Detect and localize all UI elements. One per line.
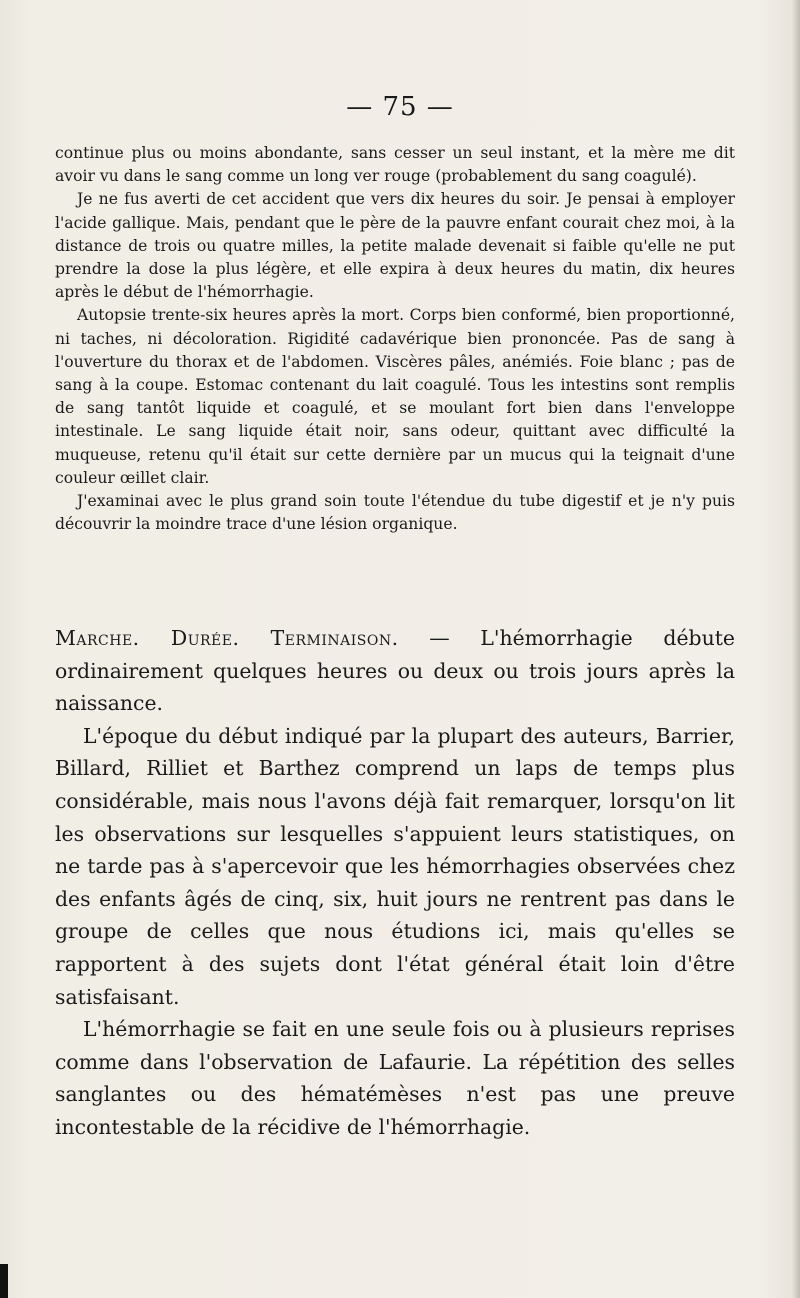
page-edge-shadow	[792, 0, 800, 1298]
section-intro	[55, 622, 735, 720]
paragraph: J'examinai avec le plus grand soin toute l'étendue du tube digestif et je n'y puis découvrir la moindre trace d'une lésion organique.	[55, 492, 735, 534]
observation-text	[55, 142, 735, 536]
page-number: — 75 —	[346, 92, 454, 122]
section-text	[55, 622, 735, 1144]
section-intro-text: — L'hémorrhagie débute ordinairement quelques heures ou deux ou trois jours après la naissance.	[55, 626, 735, 716]
corner-mark	[0, 1264, 8, 1298]
paragraph: L'hémorrhagie se fait en une seule fois ou à plusieurs reprises comme dans l'observation de Lafaurie. La répétition des selles sanglantes ou des hématémèses n'est pas une preuve incontestable de la récidive de l'hémorrhagie.	[55, 1017, 735, 1139]
paragraph: Autopsie trente-six heures après la mort. Corps bien conformé, bien proportionné, ni taches, ni décoloration. Rigidité cadavérique bien prononcée. Pas de sang à l'ouverture du thorax et de l'abdomen. Viscères pâles, anémiés. Foie blanc ; pas de sang à la coupe. Estomac contenant du lait coagulé. Tous les intestins sont remplis de sang tantôt liquide et coagulé, et se moulant fort bien dans l'enveloppe intestinale. Le sang liquide était noir, sans odeur, quittant avec difficulté la muqueuse, retenu qu'il était sur cette dernière par un mucus qui la teignait d'une couleur œillet clair.	[55, 306, 735, 487]
paragraph: Je ne fus averti de cet accident que vers dix heures du soir. Je pensai à employer l'acide gallique. Mais, pendant que le père de la pauvre enfant courait chez moi, à la distance de trois ou quatre milles, la petite malade devenait si faible qu'elle ne put prendre la dose la plus légère, et elle expira à deux heures du matin, dix heures après le début de l'hémorrhagie.	[55, 190, 735, 302]
paragraph: continue plus ou moins abondante, sans cesser un seul instant, et la mère me dit avoir vu dans le sang comme un long ver rouge (probablement du sang coagulé).	[55, 144, 735, 186]
paragraph: L'époque du début indiqué par la plupart des auteurs, Barrier, Billard, Rilliet et Barthez comprend un laps de temps plus considérable, mais nous l'avons déjà fait remarquer, lorsqu'on lit les observations sur lesquelles s'appuient leurs statistiques, on ne tarde pas à s'apercevoir que les hémorrhagies observées chez des enfants âgés de cinq, six, huit jours ne rentrent pas dans le groupe de celles que nous étudions ici, mais qu'elles se rapportent à des sujets dont l'état général était loin d'être satisfaisant.	[55, 723, 735, 1009]
section-heading: Marche. Durée. Terminaison.	[55, 626, 399, 650]
